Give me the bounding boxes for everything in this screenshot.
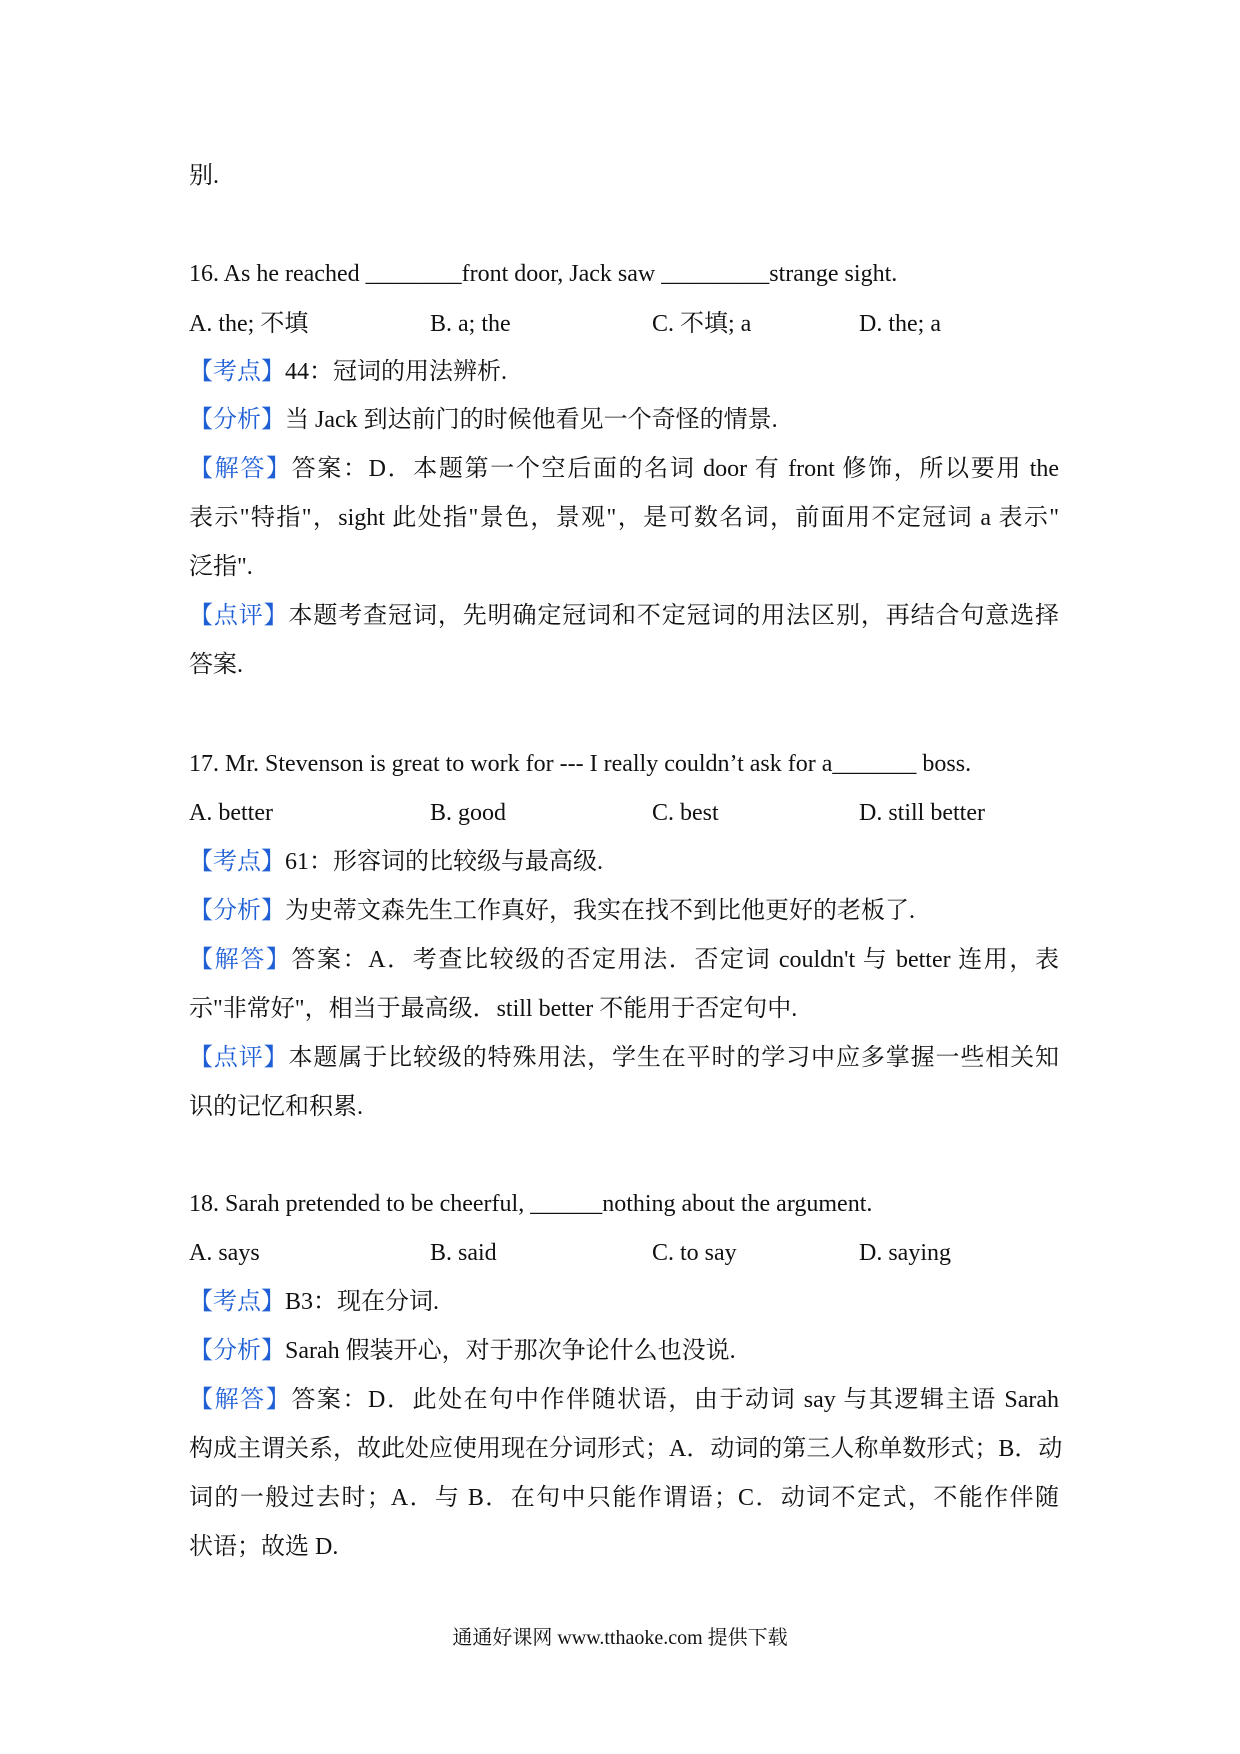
option-b: B. a; the <box>430 311 511 337</box>
question-17-fenxi <box>189 895 1059 927</box>
question-16-jieda-line-3: 泛指". <box>189 554 253 580</box>
page-footer: 通通好课网 www.tthaoke.com 提供下载 <box>452 1627 788 1649</box>
jieda-tag: 【解答】 <box>189 947 292 973</box>
question-17-stem: 17. Mr. Stevenson is great to work for --- I really couldn’t ask for a_______ boss. <box>189 751 972 777</box>
kaodian-text: B3：现在分词. <box>285 1289 440 1315</box>
jieda-text: 答案：A．考查比较级的否定用法．否定词 couldn't 与 better 连用，表 <box>291 947 1060 973</box>
dianping-text: 本题属于比较级的特殊用法，学生在平时的学习中应多掌握一些相关知 <box>288 1045 1059 1071</box>
question-18-jieda-line-1 <box>189 1384 1059 1416</box>
dianping-tag: 【点评】 <box>189 1045 289 1071</box>
option-c: C. 不填; a <box>652 311 752 337</box>
question-16-jieda-line-1 <box>189 453 1059 485</box>
option-d: D. still better <box>859 800 985 826</box>
option-a: A. the; 不填 <box>189 311 309 337</box>
jieda-tag: 【解答】 <box>189 456 292 482</box>
option-a: A. better <box>189 800 273 826</box>
question-17-dianping-line-1 <box>189 1042 1059 1074</box>
question-18-jieda-line-4: 状语；故选 D. <box>189 1534 339 1560</box>
dianping-text: 本题考查冠词，先明确定冠词和不定冠词的用法区别，再结合句意选择 <box>288 603 1059 629</box>
fenxi-text: Sarah 假装开心，对于那次争论什么也没说. <box>285 1338 736 1364</box>
question-16-dianping-line-2: 答案. <box>189 652 243 678</box>
question-17-dianping-line-2: 识的记忆和积累. <box>189 1094 363 1120</box>
question-17-jieda-line-2: 示"非常好"，相当于最高级．still better 不能用于否定句中. <box>189 996 798 1022</box>
question-18-stem: 18. Sarah pretended to be cheerful, ______nothing about the argument. <box>189 1191 873 1217</box>
option-a: A. says <box>189 1240 260 1266</box>
fenxi-text: 当 Jack 到达前门的时候他看见一个奇怪的情景. <box>285 407 778 433</box>
question-17-jieda-line-1 <box>189 944 1059 976</box>
question-18-kaodian <box>189 1286 1059 1318</box>
question-16-kaodian <box>189 356 1059 388</box>
kaodian-tag: 【考点】 <box>189 1289 285 1315</box>
option-b: B. good <box>430 800 507 826</box>
option-d: D. saying <box>859 1240 951 1266</box>
option-b: B. said <box>430 1240 497 1266</box>
jieda-text: 答案：D．此处在句中作伴随状语，由于动词 say 与其逻辑主语 Sarah <box>291 1387 1060 1413</box>
question-16-jieda-line-2: 表示"特指"，sight 此处指"景色，景观"，是可数名词，前面用不定冠词 a 表示" <box>189 505 1059 531</box>
kaodian-tag: 【考点】 <box>189 849 285 875</box>
question-18-fenxi <box>189 1335 1059 1367</box>
jieda-text: 答案：D．本题第一个空后面的名词 door 有 front 修饰，所以要用 the <box>291 456 1060 482</box>
fenxi-tag: 【分析】 <box>189 407 285 433</box>
option-c: C. to say <box>652 1240 737 1266</box>
jieda-tag: 【解答】 <box>189 1387 292 1413</box>
dianping-tag: 【点评】 <box>189 603 289 629</box>
question-16-fenxi <box>189 404 1059 436</box>
continued-text-fragment: 别. <box>189 163 219 189</box>
question-16-stem: 16. As he reached ________front door, Jack saw _________strange sight. <box>189 261 898 287</box>
question-18-jieda-line-2: 构成主谓关系，故此处应使用现在分词形式；A．动词的第三人称单数形式；B．动 <box>189 1436 1063 1462</box>
fenxi-tag: 【分析】 <box>189 1338 285 1364</box>
kaodian-text: 44：冠词的用法辨析. <box>285 359 507 385</box>
question-17-kaodian <box>189 846 1059 878</box>
question-18-jieda-line-3: 词的一般过去时；A．与 B．在句中只能作谓语；C．动词不定式，不能作伴随 <box>189 1485 1059 1511</box>
kaodian-tag: 【考点】 <box>189 359 285 385</box>
fenxi-tag: 【分析】 <box>189 898 285 924</box>
fenxi-text: 为史蒂文森先生工作真好，我实在找不到比他更好的老板了. <box>285 898 915 924</box>
kaodian-text: 61：形容词的比较级与最高级. <box>285 849 603 875</box>
question-16-dianping-line-1 <box>189 600 1059 632</box>
option-c: C. best <box>652 800 719 826</box>
option-d: D. the; a <box>859 311 941 337</box>
